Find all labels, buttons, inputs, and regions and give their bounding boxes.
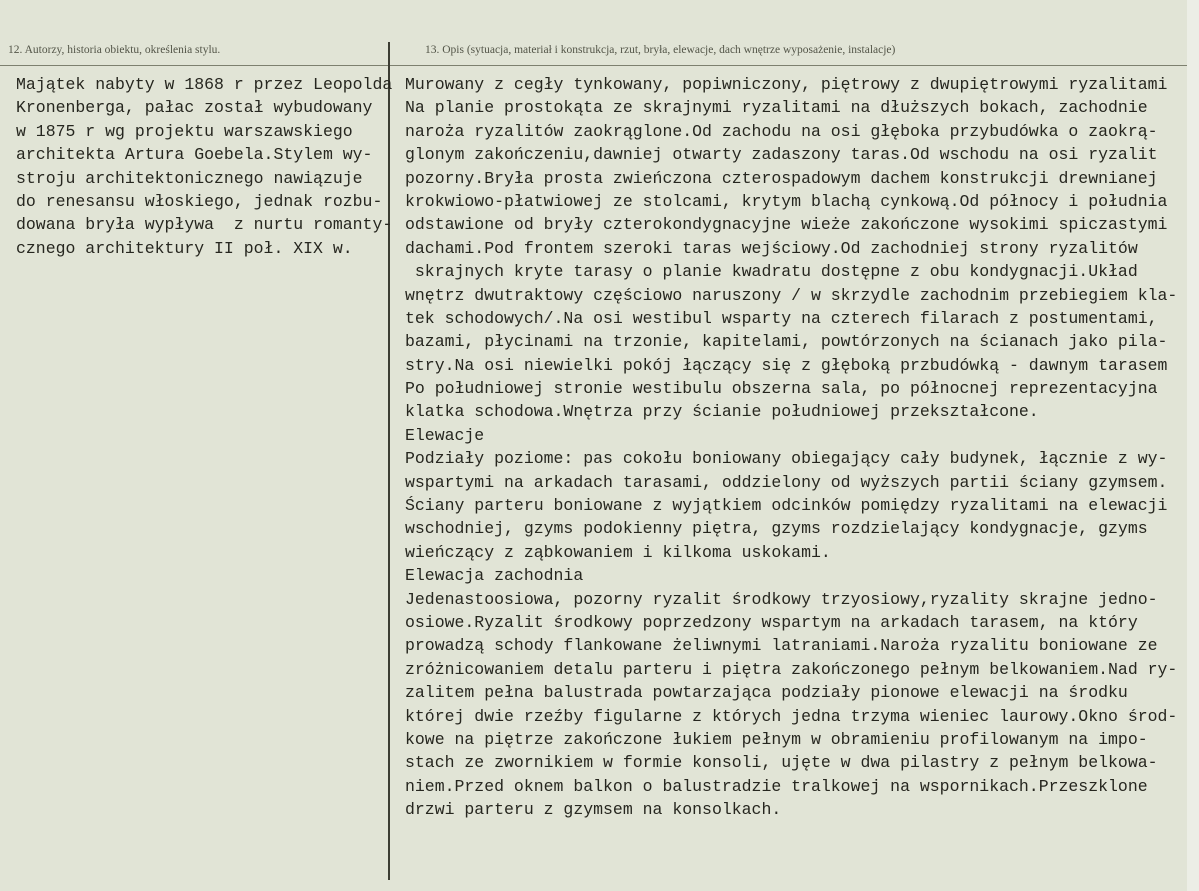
description-text-line: klatka schodowa.Wnętrza przy ścianie południowej przekształcone. <box>405 402 1039 422</box>
history-text-line: stroju architektonicznego nawiązuje <box>16 168 363 188</box>
description-text-line: kowe na piętrze zakończone łukiem pełnym w obramieniu profilowanym na impo- <box>405 729 1148 749</box>
description-text-line: glonym zakończeniu,dawniej otwarty zadaszony taras.Od wschodu na osi ryzalit <box>405 145 1158 165</box>
description-text-line: osiowe.Ryzalit środkowy poprzedzony wspartym na arkadach tarasem, na który <box>405 612 1138 632</box>
description-text-line: wieńczący z ząbkowaniem i kilkoma uskokami. <box>405 542 831 562</box>
description-text-line: Elewacje <box>405 425 485 445</box>
history-text-line: Majątek nabyty w 1868 r przez Leopolda <box>16 75 393 94</box>
description-text-line: wschodniej, gzyms podokienny piętra, gzyms rozdzielający kondygnacje, gzyms <box>405 519 1148 539</box>
description-text-line: Podziały poziome: pas cokołu boniowany obiegający cały budynek, łącznie z wy- <box>405 449 1168 469</box>
description-text-line: tek schodowych/.Na osi westibul wsparty na czterech filarach z postumentami, <box>405 308 1158 328</box>
description-text-line: której dwie rzeźby figularne z których jedna trzyma wieniec laurowy.Okno środ- <box>405 706 1178 726</box>
description-text-line: dachami.Pod frontem szeroki taras wejściowy.Od zachodniej strony ryzalitów <box>405 238 1138 258</box>
description-text-line: Jedenastoosiowa, pozorny ryzalit środkowy trzyosiowy,ryzality skrajne jedno- <box>405 589 1158 609</box>
description-text-line: Murowany z cegły tynkowany, popiwniczony, piętrowy z dwupiętrowymi ryzalitami <box>405 75 1168 94</box>
history-text-line: do renesansu włoskiego, jednak rozbu- <box>16 191 383 211</box>
column-header-description: 13. Opis (sytuacja, materiał i konstrukcja, rzut, bryła, elewacje, dach wnętrze wyposażenie, instalacje) <box>425 44 896 56</box>
description-text-line: Elewacja zachodnia <box>405 566 584 586</box>
description-text-line: krokwiowo-płatwiowej ze stolcami, krytym blachą cynkową.Od północy i południa <box>405 191 1168 211</box>
description-text-line: wnętrz dwutraktowy częściowo naruszony / w skrzydle zachodnim przebiegiem kla- <box>405 285 1178 305</box>
history-text-line: Kronenberga, pałac został wybudowany <box>16 98 373 118</box>
description-text-line: naroża ryzalitów zaokrąglone.Od zachodu na osi głęboka przybudówka o zaokrą- <box>405 121 1158 141</box>
description-text-line: Na planie prostokąta ze skrajnymi ryzalitami na dłuższych bokach, zachodnie <box>405 98 1148 118</box>
description-text-block <box>405 73 1177 822</box>
description-text-line: prowadzą schody flankowane żeliwnymi latraniami.Naroża ryzalitu boniowane ze <box>405 636 1158 656</box>
history-text-line: w 1875 r wg projektu warszawskiego <box>16 121 353 141</box>
description-text-line: bazami, płycinami na trzonie, kapitelami, powtórzonych na ścianach jako pila- <box>405 332 1168 352</box>
description-text-line: wspartymi na arkadach tarasami, oddzielony od wyższych partii ściany gzymsem. <box>405 472 1168 492</box>
description-text-line: drzwi parteru z gzymsem na konsolkach. <box>405 800 782 820</box>
column-header-authors-history: 12. Autorzy, historia obiektu, określenia stylu. <box>8 44 221 56</box>
description-text-line: Po południowej stronie westibulu obszerna sala, po północnej reprezentacyjna <box>405 379 1158 399</box>
header-rule <box>0 65 1199 66</box>
description-text-line: niem.Przed oknem balkon o balustradzie tralkowej na wspornikach.Przeszklone <box>405 776 1148 796</box>
description-text-line: zróżnicowaniem detalu parteru i piętra zakończonego pełnym belkowaniem.Nad ry- <box>405 659 1178 679</box>
history-text-block <box>16 73 392 260</box>
history-text-line: architekta Artura Goebela.Stylem wy- <box>16 145 373 165</box>
description-text-line: pozorny.Bryła prosta zwieńczona czterospadowym dachem konstrukcji drewnianej <box>405 168 1158 188</box>
description-text-line: stry.Na osi niewielki pokój łączący się z głęboką przbudówką - dawnym tarasem <box>405 355 1168 375</box>
description-text-line: zalitem pełna balustrada powtarzająca podziały pionowe elewacji na środku <box>405 683 1128 703</box>
page-edge <box>1187 0 1199 891</box>
description-text-line: stach ze zwornikiem w formie konsoli, ujęte w dwa pilastry z pełnym belkowa- <box>405 753 1158 773</box>
history-text-line: dowana bryła wypływa z nurtu romanty- <box>16 215 393 235</box>
description-text-line: odstawione od bryły czterokondygnacyjne wieże zakończone wysokimi spiczastymi <box>405 215 1168 235</box>
description-text-line: skrajnych kryte tarasy o planie kwadratu dostępne z obu kondygnacji.Układ <box>405 262 1138 282</box>
history-text-line: cznego architektury II poł. XIX w. <box>16 238 353 258</box>
description-text-line: Ściany parteru boniowane z wyjątkiem odcinków pomiędzy ryzalitami na elewacji <box>405 496 1168 516</box>
